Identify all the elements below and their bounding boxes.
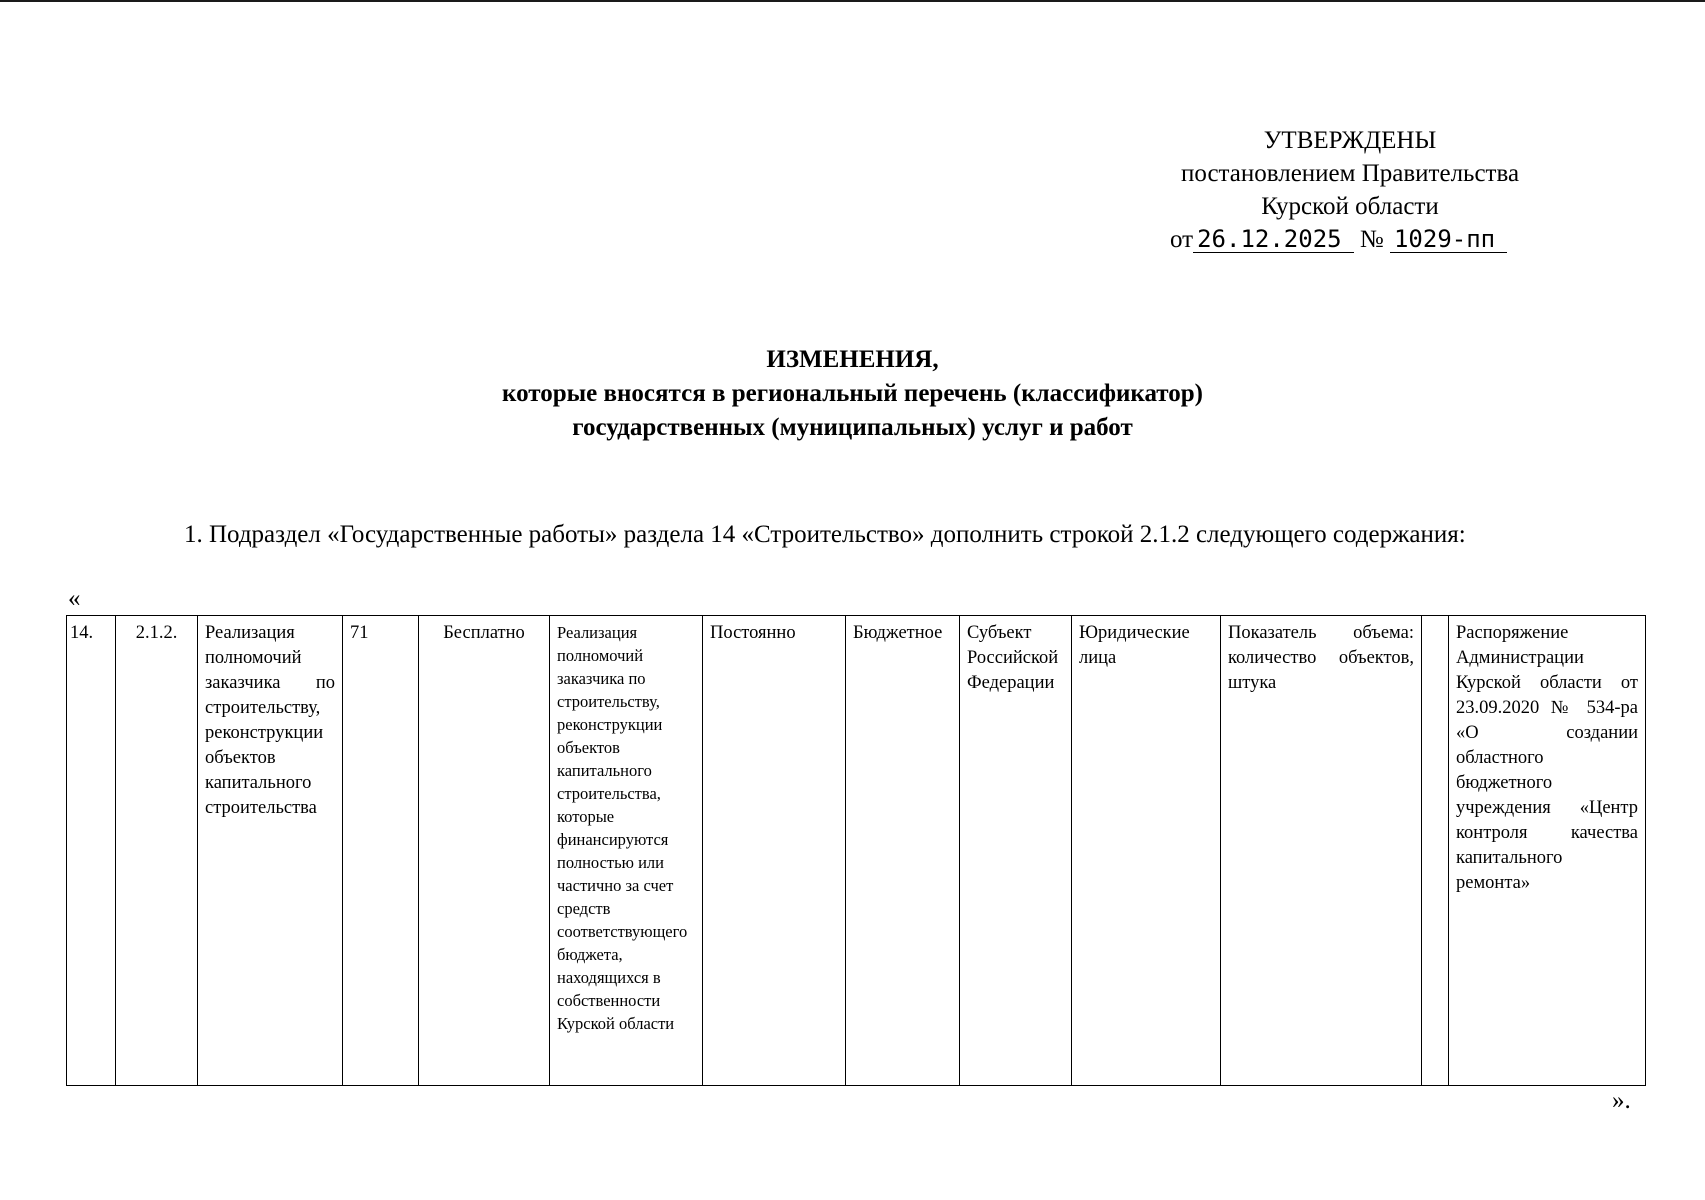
number-sign: № <box>1359 226 1384 253</box>
approval-block <box>1140 124 1560 256</box>
cell-period: Постоянно <box>703 616 846 1086</box>
closing-quote: ». <box>1612 1087 1631 1114</box>
amendment-table <box>66 615 1646 1086</box>
amendment-paragraph: 1. Подраздел «Государственные работы» раздела 14 «Строительство» дополнить строкой 2.1.2 следующего содержания: <box>184 521 1466 548</box>
cell-row-number: 14. <box>67 616 116 1086</box>
cell-payment: Бесплатно <box>419 616 550 1086</box>
scan-edge <box>0 0 1705 2</box>
cell-okved: 71 <box>343 616 419 1086</box>
cell-content: Реализация полномочий заказчика по строительству, реконструкции объектов капитального строительства, которые финансируются полностью или частично за счет средств соответствующего бюджета, находящихся в собственности Курской области <box>550 616 703 1086</box>
document-title <box>60 343 1645 445</box>
title-subtitle-1: которые вносятся в региональный перечень (классификатор) <box>502 380 1203 407</box>
cell-level: Субъект Российской Федерации <box>960 616 1072 1086</box>
title-subtitle-2: государственных (муниципальных) услуг и работ <box>572 414 1133 441</box>
cell-empty <box>1422 616 1449 1086</box>
approval-issuer: постановлением Правительства <box>1180 160 1520 187</box>
title-main: ИЗМЕНЕНИЯ, <box>766 346 939 373</box>
cell-indicators: Показатель объема: количество объектов, штука <box>1221 616 1422 1086</box>
cell-code: 2.1.2. <box>116 616 198 1086</box>
approval-region: Курской области <box>1261 193 1439 220</box>
cell-legal-basis: Распоряжение Администрации Курской области от 23.09.2020 № 534-ра «О создании областного бюджетного учреждения «Центр контроля качества капитального ремонта» <box>1449 616 1646 1086</box>
approval-date: 26.12.2025 <box>1193 226 1354 253</box>
approval-number: 1029-пп <box>1390 226 1507 253</box>
cell-work-name: Реализация полномочий заказчика по строительству, реконструкции объектов капитального строительства <box>198 616 343 1086</box>
approval-date-number <box>1140 223 1560 256</box>
approval-heading: УТВЕРЖДЕНЫ <box>1263 127 1437 154</box>
date-prefix: от <box>1170 226 1194 253</box>
cell-consumers: Юридические лица <box>1072 616 1221 1086</box>
cell-institution-type: Бюджетное <box>846 616 960 1086</box>
table-row <box>67 616 1646 1086</box>
opening-quote: « <box>68 585 81 612</box>
